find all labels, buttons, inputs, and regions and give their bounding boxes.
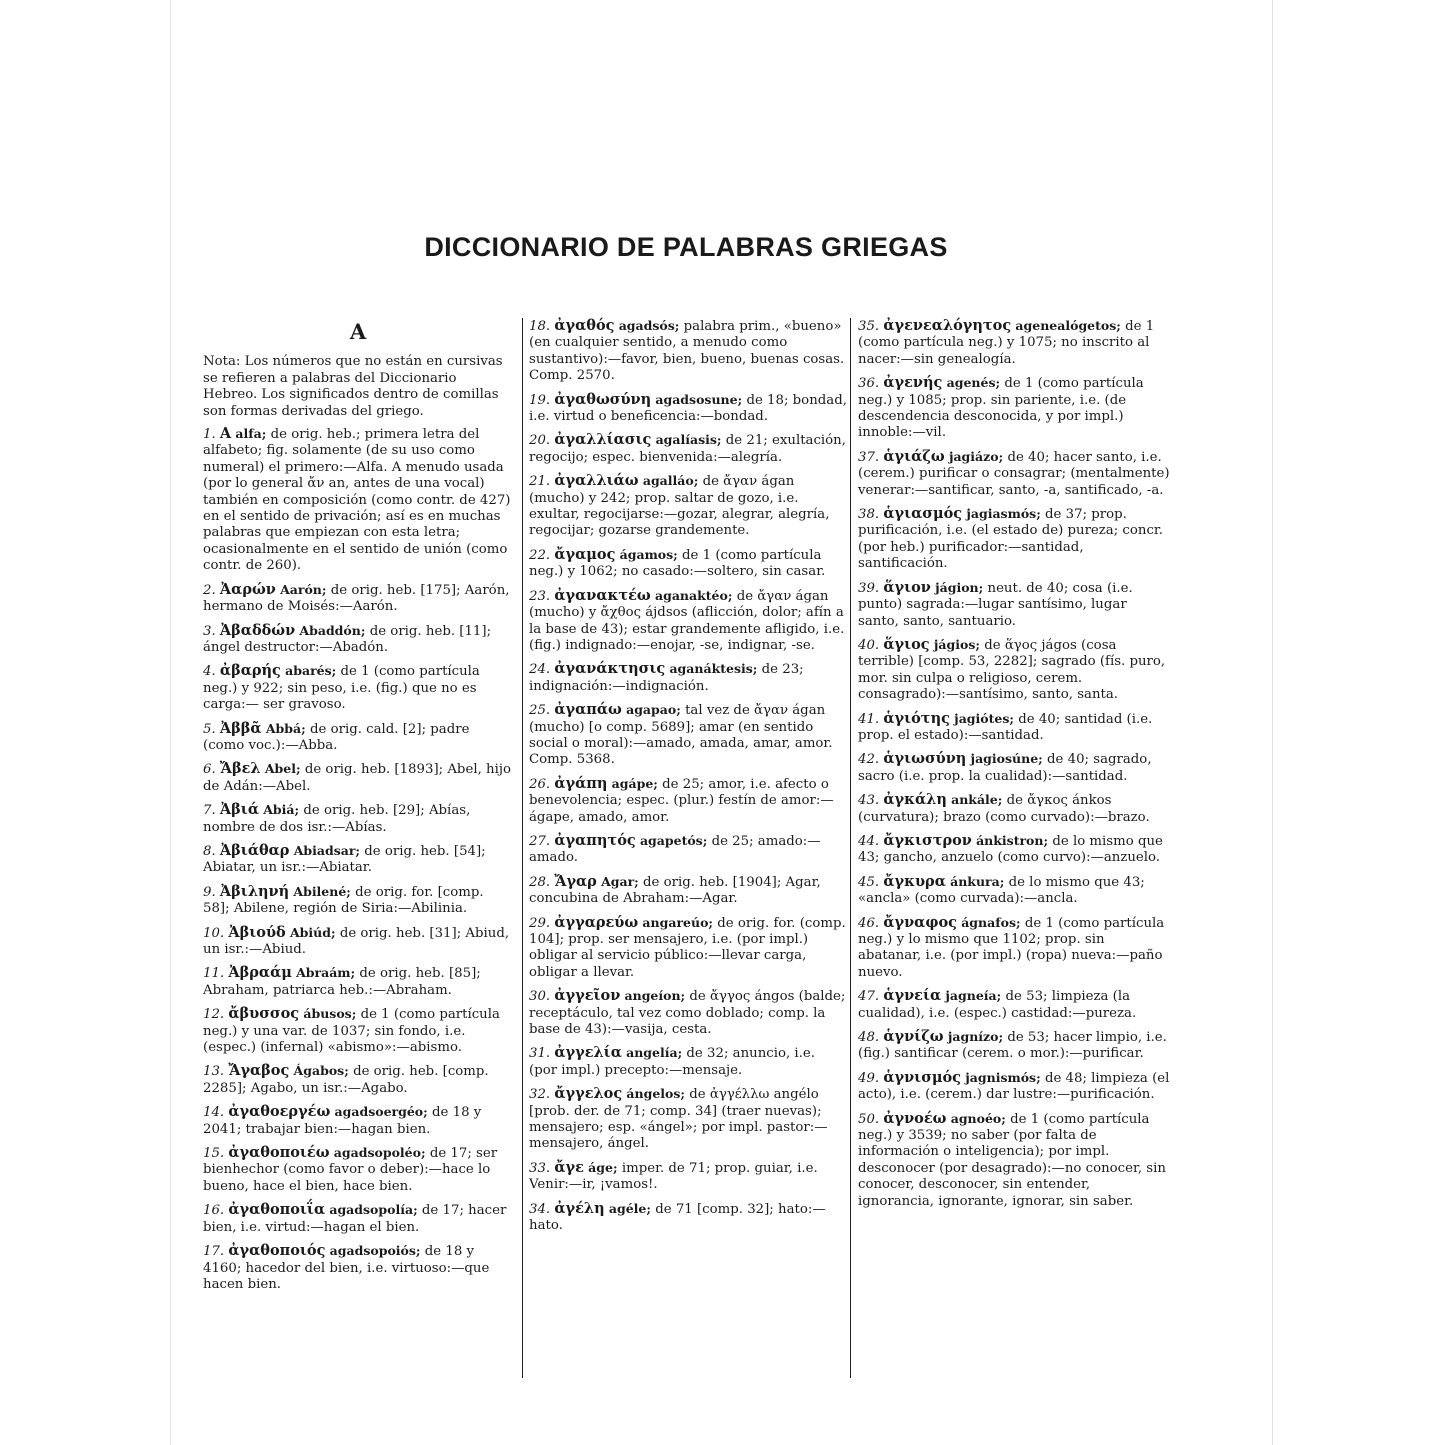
greek-word: ἄγε — [554, 1158, 584, 1176]
definition: de 25; amor, i.e. afecto o benevolencia; espec. (plur.) festín de amor:—ágape, amado, amor. — [529, 776, 834, 825]
entry-number: 14. — [203, 1105, 225, 1121]
greek-word: Ἀβιάθαρ — [219, 841, 290, 859]
definition: de 48; limpieza (el acto), i.e. (cerem.) dar lustre:—purificación. — [858, 1070, 1170, 1103]
dictionary-entry — [529, 702, 847, 769]
transliteration: jagnízo; — [947, 1029, 1004, 1045]
dictionary-entry — [203, 761, 513, 795]
entry-number: 24. — [529, 662, 551, 678]
column-divider-2 — [850, 318, 851, 1378]
transliteration: agadsós; — [618, 318, 680, 333]
definition: de 18 y 2041; trabajar bien:—hagan bien. — [203, 1105, 482, 1137]
dictionary-entry — [529, 547, 847, 581]
greek-word: ἀγανάκτησις — [554, 660, 666, 678]
definition: de 17; ser bienhechor (como favor o deber):—hace lo bueno, hace el bien, hace bien. — [203, 1146, 498, 1194]
section-letter: A — [349, 319, 367, 344]
page-edge-left — [170, 0, 171, 1445]
transliteration: Ágabos; — [293, 1063, 349, 1079]
dictionary-entry — [529, 776, 847, 826]
dictionary-entry — [203, 582, 513, 616]
entry-number: 43. — [858, 793, 880, 809]
entry-number: 20. — [529, 433, 551, 449]
entry-number: 5. — [203, 721, 216, 737]
definition: de orig. heb. [1893]; Abel, hijo de Adán:—Abel. — [203, 762, 511, 794]
definition: de orig. heb. [175]; Aarón, hermano de Moisés:—Aarón. — [203, 582, 510, 615]
definition: de 1 (como partícula neg.) y 3539; no saber (por falta de información o inteligencia); por impl. desconocer (por desagrado):—no conocer, sin conocer, desconocer, sin entender, ignorancia, ignorante, ignorar, sin saber. — [858, 1111, 1166, 1209]
greek-word: ἀγαθοποιΐα — [228, 1201, 326, 1219]
transliteration: ánkura; — [950, 873, 1005, 889]
entry-number: 48. — [858, 1030, 880, 1046]
transliteration: jagiasmós; — [966, 506, 1041, 522]
entry-number: 11. — [203, 966, 225, 982]
transliteration: jagiótes; — [954, 710, 1014, 726]
transliteration: agalláo; — [642, 473, 699, 489]
column-3 — [858, 318, 1170, 1217]
entry-number: 4. — [203, 664, 216, 680]
introductory-note: Nota: Los números que no están en cursivas se refieren a palabras del Diccionario Hebreo. Los significados dentro de comillas son formas derivadas del griego. — [203, 354, 503, 419]
greek-word: Ἀβραάμ — [228, 964, 292, 982]
definition: tal vez de ἄγαν ágan (mucho) [o comp. 5689]; amar (en sentido social o moral):—amado, amada, amar, amor. Comp. 5368. — [529, 703, 833, 768]
dictionary-entry — [529, 874, 847, 908]
column-2 — [529, 318, 847, 1242]
transliteration: ángelos; — [626, 1086, 686, 1102]
entry-number: 17. — [203, 1244, 225, 1260]
definition: imper. de 71; prop. guiar, i.e. Venir:—ir, ¡vamos!. — [529, 1160, 818, 1193]
transliteration: angareúo; — [642, 914, 714, 930]
dictionary-entry — [203, 426, 513, 575]
greek-word: ἀγαπάω — [554, 701, 622, 719]
entry-number: 44. — [858, 833, 880, 849]
transliteration: Abilené; — [293, 883, 351, 899]
entry-number: 46. — [858, 915, 880, 931]
greek-word: ἁγνεία — [883, 987, 942, 1005]
definition: de orig. heb. [85]; Abraham, patriarca heb.:—Abraham. — [203, 966, 481, 998]
entry-number: 31. — [529, 1046, 551, 1062]
definition: de orig. heb. [11]; ángel destructor:—Abadón. — [203, 623, 492, 655]
definition: de orig. heb. [1904]; Agar, concubina de Abraham:—Agar. — [529, 874, 821, 907]
transliteration: jagiosúne; — [970, 751, 1043, 767]
transliteration: abarés; — [285, 663, 337, 679]
entry-number: 7. — [203, 803, 216, 819]
dictionary-entry — [858, 449, 1170, 499]
greek-word: ἀγενεαλόγητος — [883, 317, 1012, 334]
greek-word: Ἀβιούδ — [228, 923, 286, 941]
page-edge-right — [1272, 0, 1273, 1445]
transliteration: agadsopoléo; — [333, 1145, 426, 1161]
entry-number: 32. — [529, 1087, 551, 1103]
transliteration: jágios; — [933, 636, 980, 652]
greek-word: ἀγέλη — [554, 1199, 605, 1217]
entry-number: 6. — [203, 762, 216, 778]
greek-word: ἀβαρής — [219, 662, 281, 680]
transliteration: agalíasis; — [655, 432, 722, 448]
entry-number: 25. — [529, 703, 551, 719]
definition: de 17; hacer bien, i.e. virtud:—hagan el bien. — [203, 1203, 507, 1235]
greek-word: Ἄβελ — [219, 760, 261, 778]
dictionary-entry — [529, 1201, 847, 1235]
definition: de 37; prop. purificación, i.e. (el estado de) pureza; concr. (por heb.) purificador:—santidad, santificación. — [858, 507, 1164, 572]
definition: de ἄγαν ágan (mucho) y 242; prop. saltar de gozo, i.e. exultar, regocijarse:—gozar, alegrar, alegría, regocijar; gozarse grandemente. — [529, 474, 830, 539]
transliteration: agapao; — [626, 702, 681, 718]
greek-word: ἁγιωσύνη — [883, 750, 967, 768]
dictionary-entry — [203, 802, 513, 836]
definition: de orig. cald. [2]; padre (como voc.):—Abba. — [203, 721, 470, 753]
transliteration: agadsopoiós; — [329, 1243, 421, 1259]
definition: de lo mismo que 43; «ancla» (como curvada):—ancla. — [858, 874, 1145, 907]
greek-word: ἀγαθοποιός — [228, 1242, 326, 1260]
definition: de 40; hacer santo, i.e. (cerem.) purificar o consagrar; (mentalmente) venerar:—santificar, santo, -a, santificado, -a. — [858, 449, 1170, 498]
transliteration: Abiá; — [263, 802, 300, 818]
dictionary-entry — [203, 1202, 513, 1236]
entry-number: 8. — [203, 843, 216, 859]
greek-word: Ἀβιληνή — [219, 882, 290, 900]
transliteration: angeíon; — [624, 988, 686, 1004]
definition: de 23; indignación:—indignación. — [529, 662, 804, 694]
greek-word: ἁγιάζω — [883, 447, 945, 465]
dictionary-entry — [858, 915, 1170, 982]
entry-number: 19. — [529, 392, 551, 408]
dictionary-entry — [203, 884, 513, 918]
greek-word: ἁγιασμός — [883, 505, 963, 523]
definition: de 18; bondad, i.e. virtud o beneficencia:—bondad. — [529, 392, 847, 425]
dictionary-entry — [529, 988, 847, 1038]
transliteration: agápe; — [611, 775, 658, 791]
greek-word: ἀγαλλιάω — [554, 472, 639, 490]
dictionary-entry — [858, 751, 1170, 785]
greek-word: Ἀββᾶ — [219, 719, 262, 737]
transliteration: agnoéo; — [950, 1110, 1006, 1126]
transliteration: agenealógetos; — [1015, 318, 1121, 333]
definition: de 18 y 4160; hacedor del bien, i.e. virtuoso:—que hacen bien. — [203, 1244, 490, 1292]
greek-word: ἄγκιστρον — [883, 831, 972, 849]
greek-word: Ἄγαβος — [228, 1062, 290, 1080]
greek-word: Ἀαρών — [219, 580, 276, 598]
entry-number: 1. — [203, 427, 216, 443]
dictionary-entry — [529, 473, 847, 540]
entry-number: 3. — [203, 623, 216, 639]
entry-number: 28. — [529, 874, 551, 890]
entry-number: 40. — [858, 637, 880, 653]
dictionary-entry — [529, 432, 847, 466]
greek-word: ἀγενής — [883, 374, 943, 392]
transliteration: aganáktesis; — [669, 661, 758, 677]
transliteration: alfa; — [235, 426, 267, 442]
dictionary-entry — [529, 1086, 847, 1153]
entry-number: 12. — [203, 1007, 225, 1023]
greek-word: ἀγαλλίασις — [554, 431, 652, 449]
column-divider-1 — [522, 318, 523, 1378]
definition: de ἀγγέλλω angélo [prob. der. de 71; comp. 34] (traer nuevas); mensajero; esp. «ángel»; por impl. pastor:—mensajero, ángel. — [529, 1087, 828, 1152]
entry-number: 37. — [858, 449, 880, 465]
transliteration: ábusos; — [303, 1006, 357, 1022]
dictionary-entry — [858, 375, 1170, 442]
transliteration: Aarón; — [280, 581, 327, 597]
transliteration: angelía; — [626, 1045, 683, 1061]
dictionary-entry — [858, 988, 1170, 1022]
definition: de 40; sagrado, sacro (i.e. prop. la cualidad):—santidad. — [858, 752, 1152, 784]
greek-word: ἄγαμος — [554, 545, 616, 563]
entry-number: 47. — [858, 989, 880, 1005]
transliteration: ánkistron; — [976, 832, 1049, 848]
dictionary-entry — [203, 663, 513, 713]
dictionary-entry — [529, 661, 847, 695]
column-3-entries — [858, 318, 1170, 1210]
entry-number: 49. — [858, 1070, 880, 1086]
definition: de 40; santidad (i.e. prop. el estado):—santidad. — [858, 711, 1153, 743]
definition: de ἄγγος ángos (balde; receptáculo, tal vez como doblado; comp. la base de 43):—vasija, cesta. — [529, 989, 846, 1038]
dictionary-entry — [203, 623, 513, 657]
dictionary-entry — [529, 1160, 847, 1194]
dictionary-entry — [203, 925, 513, 959]
greek-word: ἅγιον — [883, 578, 931, 596]
entry-number: 50. — [858, 1111, 880, 1127]
column-1 — [203, 318, 513, 1300]
dictionary-entry — [858, 833, 1170, 867]
transliteration: jagnismós; — [965, 1069, 1041, 1085]
entry-number: 36. — [858, 376, 880, 392]
transliteration: Abiúd; — [289, 924, 336, 940]
definition: de 53; limpieza (la cualidad), i.e. (espec.) castidad:—pureza. — [858, 989, 1137, 1021]
dictionary-entry — [858, 1029, 1170, 1063]
greek-word: Ἄγαρ — [554, 872, 597, 890]
transliteration: agadsosune; — [655, 391, 743, 407]
greek-word: ἄβυσσος — [228, 1005, 300, 1023]
greek-word: ἀγαθός — [554, 317, 615, 334]
definition: de 71 [comp. 32]; hato:—hato. — [529, 1201, 826, 1234]
entry-number: 9. — [203, 884, 216, 900]
definition: de 1 (como partícula neg.) y 1075; no inscrito al nacer:—sin genealogía. — [858, 319, 1155, 367]
definition: de 1 (como partícula neg.) y 922; sin peso, i.e. (fig.) que no es carga:— ser gravoso. — [203, 664, 480, 713]
entry-number: 35. — [858, 319, 880, 334]
definition: de ἄγκος ánkos (curvatura); brazo (como curvado):—brazo. — [858, 793, 1150, 825]
dictionary-entry — [529, 392, 847, 426]
transliteration: Abaddón; — [299, 622, 366, 638]
definition: de lo mismo que 43; gancho, anzuelo (como curvo):—anzuelo. — [858, 833, 1163, 866]
greek-word: ἁγνισμός — [883, 1068, 962, 1086]
entry-number: 16. — [203, 1203, 225, 1219]
dictionary-entry — [858, 792, 1170, 826]
definition: de 1 (como partícula neg.) y lo mismo que 1102; prop. sin abatanar, i.e. (por impl.) (ropa) nueva:—paño nuevo. — [858, 915, 1165, 980]
transliteration: Abbá; — [265, 720, 306, 736]
greek-word: ἄγναφος — [883, 913, 957, 931]
greek-word: ἀγαθοποιέω — [228, 1144, 330, 1162]
transliteration: Abraám; — [296, 965, 356, 981]
transliteration: agapetós; — [639, 832, 708, 848]
transliteration: jagneía; — [945, 988, 1002, 1004]
definition: neut. de 40; cosa (i.e. punto) sagrada:—lugar santísimo, lugar santo, santo, santuario. — [858, 580, 1133, 629]
definition: de orig. for. (comp. 104]; prop. ser mensajero, i.e. (por impl.) obligar al servicio público:—llevar carga, obligar a llevar. — [529, 915, 846, 980]
definition: de 32; anuncio, i.e. (por impl.) precepto:—mensaje. — [529, 1046, 816, 1078]
dictionary-entry — [858, 318, 1170, 368]
definition: de 1 (como partícula neg.) y una var. de 1037; sin fondo, i.e. (espec.) (infernal) «abismo»:—abismo. — [203, 1007, 500, 1056]
transliteration: ágnafos; — [961, 914, 1021, 930]
entry-number: 10. — [203, 925, 225, 941]
dictionary-entry — [203, 1243, 513, 1293]
entry-number: 23. — [529, 588, 551, 604]
transliteration: ankále; — [951, 792, 1003, 808]
entry-number: 34. — [529, 1201, 551, 1217]
entry-number: 41. — [858, 711, 880, 727]
dictionary-entry — [203, 1104, 513, 1138]
entry-number: 15. — [203, 1146, 225, 1162]
definition: de 25; amado:—amado. — [529, 833, 821, 866]
definition: de orig. heb. [29]; Abías, nombre de dos isr.:—Abías. — [203, 803, 471, 835]
dictionary-entry — [858, 637, 1170, 704]
greek-word: ἀγαπητός — [554, 831, 636, 849]
dictionary-entry — [858, 506, 1170, 573]
greek-word: ἅγιος — [883, 635, 930, 653]
transliteration: agadsopolía; — [329, 1202, 418, 1218]
entry-number: 42. — [858, 752, 880, 768]
entry-number: 22. — [529, 547, 551, 563]
definition: de ἅγος jágos (cosa terrible) [comp. 53, 2282]; sagrado (fís. puro, mor. sin culpa o religioso, cerem. consagrado):—santísimo, santo, santa. — [858, 637, 1166, 703]
definition: de ἄγαν ágan (mucho) y ἄχθος ájdsos (aflicción, dolor; afín a la base de 43); estar grandemente afligido, i.e. (fig.) indignado:—enojar, -se, indignar, -se. — [529, 588, 845, 653]
transliteration: agadsoergéo; — [334, 1104, 428, 1120]
greek-word: ἀγγελία — [554, 1044, 622, 1062]
dictionary-entry — [858, 711, 1170, 745]
dictionary-entry — [203, 843, 513, 877]
dictionary-entry — [529, 915, 847, 982]
entry-number: 21. — [529, 474, 551, 490]
definition: de orig. heb. [54]; Abiatar, un isr.:—Abiatar. — [203, 843, 486, 876]
entry-number: 13. — [203, 1064, 225, 1080]
column-1-entries — [203, 426, 513, 1293]
definition: de orig. heb. [31]; Abiud, un isr.:—Abiud. — [203, 925, 510, 957]
transliteration: Agar; — [601, 873, 639, 889]
greek-word: ἀγγεῖον — [554, 987, 621, 1005]
transliteration: jágion; — [935, 579, 984, 595]
definition: palabra prim., «bueno» (en cualquier sentido, a menudo como sustantivo):—favor, bien, bueno, buenas cosas. Comp. 2570. — [529, 319, 845, 384]
definition: de 53; hacer limpio, i.e. (fig.) santificar (cerem. o mor.):—purificar. — [858, 1030, 1167, 1062]
dictionary-entry — [529, 318, 847, 385]
dictionary-entry — [203, 1145, 513, 1195]
definition: de 1 (como partícula neg.) y 1062; no casado:—soltero, sin casar. — [529, 547, 826, 580]
definition: de orig. for. [comp. 58]; Abilene, región de Siria:—Abilinia. — [203, 884, 484, 917]
entry-number: 26. — [529, 776, 551, 792]
transliteration: jagiázo; — [948, 448, 1004, 464]
entry-number: 45. — [858, 874, 880, 890]
greek-word: ἀγάπη — [554, 774, 608, 792]
entry-number: 38. — [858, 507, 880, 523]
transliteration: áge; — [588, 1159, 618, 1175]
entry-number: 27. — [529, 833, 551, 849]
dictionary-entry — [858, 1111, 1170, 1210]
transliteration: aganaktéo; — [654, 587, 733, 603]
dictionary-entry — [529, 1045, 847, 1079]
definition: de 21; exultación, regocijo; espec. bienvenida:—alegría. — [529, 433, 846, 465]
greek-word: Α — [219, 425, 232, 443]
dictionary-entry — [529, 588, 847, 655]
dictionary-entry — [529, 833, 847, 867]
dictionary-entry — [858, 580, 1170, 630]
entry-number: 30. — [529, 989, 551, 1005]
greek-word: ἁγιότης — [883, 709, 950, 727]
greek-word: ἀγγαρεύω — [554, 913, 639, 931]
transliteration: ágamos; — [619, 546, 678, 562]
dictionary-entry — [203, 1063, 513, 1097]
transliteration: Abiadsar; — [293, 842, 361, 858]
dictionary-entry — [203, 1006, 513, 1056]
greek-word: ἀγαθωσύνη — [554, 390, 652, 408]
greek-word: ἀγκάλη — [883, 791, 947, 809]
greek-word: ἀγνοέω — [883, 1109, 947, 1127]
entry-number: 29. — [529, 915, 551, 931]
greek-word: ἀγανακτέω — [554, 586, 651, 604]
column-2-entries — [529, 318, 847, 1235]
dictionary-entry — [858, 1070, 1170, 1104]
greek-word: ἄγγελος — [554, 1085, 623, 1103]
definition: de orig. heb. [comp. 2285]; Agabo, un isr.:—Agabo. — [203, 1064, 489, 1096]
definition: de 1 (como partícula neg.) y 1085; prop. sin pariente, i.e. (de descendencia desconocida, y por impl.) innoble:—vil. — [858, 376, 1144, 441]
entry-number: 39. — [858, 580, 880, 596]
definition: de orig. heb.; primera letra del alfabeto; fig. solamente (de su uso como numeral) el primero:—Alfa. A menudo usada (por lo general ἄν an, antes de una vocal) también en composición (como contr. de 427) en el sentido de privación; así es en muchas palabras que empiezan con esta letra; ocasionalmente en el sentido de unión (como contr. de 260). — [203, 427, 511, 574]
transliteration: agenés; — [946, 375, 1001, 391]
transliteration: Abel; — [264, 761, 301, 777]
entry-number: 2. — [203, 582, 216, 598]
dictionary-entry — [203, 965, 513, 999]
transliteration: agéle; — [608, 1200, 651, 1216]
dictionary-entry — [858, 874, 1170, 908]
page-title: DICCIONARIO DE PALABRAS GRIEGAS — [424, 232, 948, 262]
greek-word: ἁγνίζω — [883, 1028, 944, 1046]
greek-word: Ἀβαδδών — [219, 621, 296, 639]
entry-number: 33. — [529, 1160, 551, 1176]
entry-number: 18. — [529, 319, 551, 334]
greek-word: ἀγαθοεργέω — [228, 1103, 331, 1121]
greek-word: Ἀβιά — [219, 801, 259, 819]
greek-word: ἄγκυρα — [883, 872, 946, 890]
dictionary-entry — [203, 721, 513, 755]
